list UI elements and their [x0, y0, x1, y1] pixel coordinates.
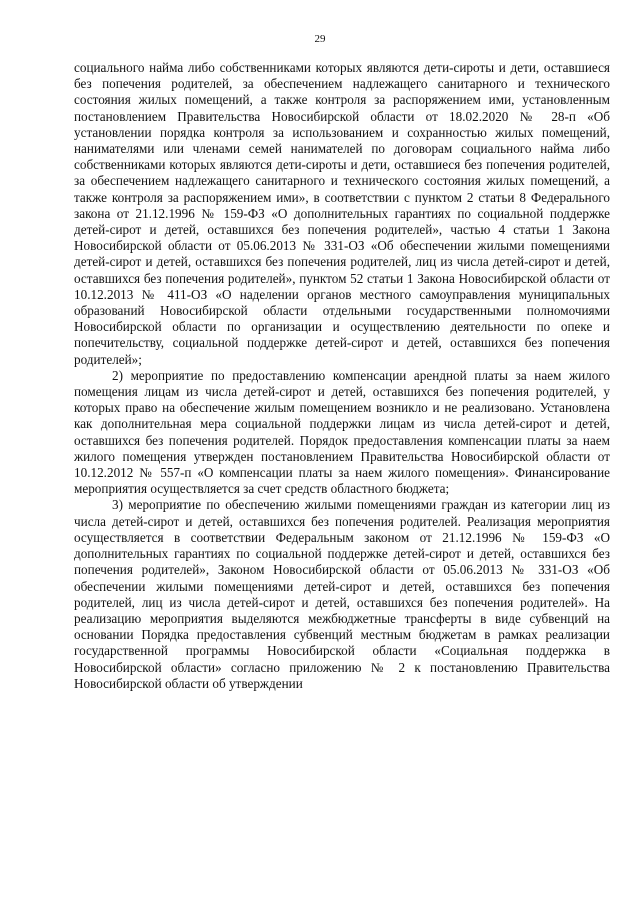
- paragraph-continuation: социального найма либо собственниками которых являются дети-сироты и дети, оставшиеся без попечения родителей, за обеспечением надлежащего санитарного и технического состояния жилых помещений, а также контроля за распоряжением ими, установленным постановлением Правительства Новосибирской области от 18.02.2020 № 28-п «Об установлении порядка контроля за использованием и сохранностью жилых помещений, нанимателями или членами семей нанимателей по договорам социального найма либо собственниками которых являются дети-сироты и дети, оставшиеся без попечения родителей, за обеспечением надлежащего санитарного и технического состояния жилых помещений, а также контроля за распоряжением ими», в соответствии с пунктом 2 статьи 8 Федерального закона от 21.12.1996 № 159-ФЗ «О дополнительных гарантиях по социальной поддержке детей-сирот и детей, оставшихся без попечения родителей», частью 4 статьи 1 Закона Новосибирской области от 05.06.2013 № 331-ОЗ «Об обеспечении жилыми помещениями детей-сирот и детей, оставшихся без попечения родителей, лиц из числа детей-сирот и детей, оставшихся без попечения родителей», пунктом 52 статьи 1 Закона Новосибирской области от 10.12.2013 № 411-ОЗ «О наделении органов местного самоуправления муниципальных образований Новосибирской области отдельными государственными полномочиями Новосибирской области по организации и осуществлению деятельности по опеке и попечительству, социальной поддержке детей-сирот и детей, оставшихся без попечения родителей»;: [74, 60, 610, 367]
- page-number: 29: [314, 33, 326, 45]
- document-body: [74, 60, 610, 692]
- paragraph-item-2: 2) мероприятие по предоставлению компенсации арендной платы за наем жилого помещения лицам из числа детей-сирот и детей, оставшихся без попечения родителей, у которых право на обеспечение жилым помещением возникло и не реализовано. Установлена как дополнительная мера социальной поддержки лицам из числа детей-сирот и детей, оставшихся без попечения родителей. Порядок предоставления компенсации платы за наем жилого помещения утвержден постановлением Правительства Новосибирской области от 10.12.2012 № 557-п «О компенсации платы за наем жилого помещения». Финансирование мероприятия осуществляется за счет средств областного бюджета;: [74, 367, 610, 497]
- paragraph-item-3: 3) мероприятие по обеспечению жилыми помещениями граждан из категории лиц из числа детей-сирот и детей, оставшихся без попечения родителей. Реализация мероприятия осуществляется в соответствии Федеральным законом от 21.12.1996 № 159-ФЗ «О дополнительных гарантиях по социальной поддержке детей-сирот и детей, оставшихся без попечения родителей», Законом Новосибирской области от 05.06.2013 № 331-ОЗ «Об обеспечении жилыми помещениями детей-сирот и детей, оставшихся без попечения родителей, лиц из числа детей-сирот и детей, оставшихся без попечения родителей». На реализацию мероприятия выделяются межбюджетные трансферты в виде субвенций на основании Порядка предоставления субвенций местным бюджетам в рамках реализации государственной программы Новосибирской области «Социальная поддержка в Новосибирской области» согласно приложению № 2 к постановлению Правительства Новосибирской области об утверждении: [74, 497, 610, 691]
